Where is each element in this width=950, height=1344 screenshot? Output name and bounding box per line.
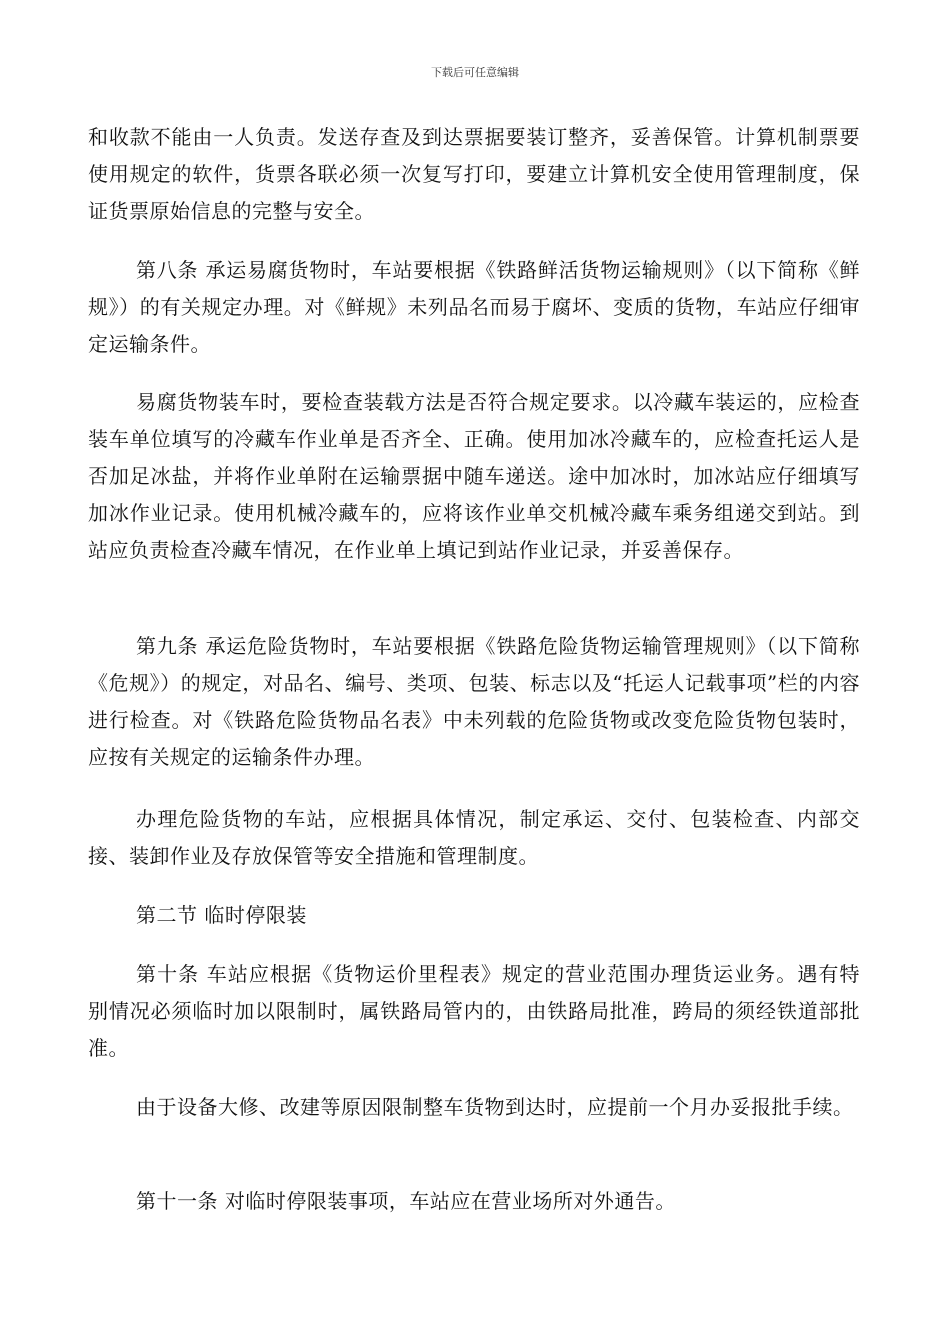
paragraph-continued: 和收款不能由一人负责。发送存查及到达票据要装订整齐，妥善保管。计算机制票要使用规定的软件，货票各联必须一次复写打印，要建立计算机安全使用管理制度，保证货票原始信息的完整与安全。 [88, 125, 860, 223]
paragraph-article-10: 第十条 车站应根据《货物运价里程表》规定的营业范围办理货运业务。遇有特别情况必须临时加以限制时，属铁路局管内的，由铁路局批准，跨局的须经铁道部批准。 [88, 962, 860, 1060]
paragraph-repair-restriction: 由于设备大修、改建等原因限制整车货物到达时，应提前一个月办妥报批手续。 [136, 1095, 854, 1119]
paragraph-perishable-loading: 易腐货物装车时，要检查装载方法是否符合规定要求。以冷藏车装运的，应检查装车单位填写的冷藏车作业单是否齐全、正确。使用加冰冷藏车的，应检查托运人是否加足冰盐，并将作业单附在运输票据中随车递送。途中加冰时，加冰站应仔细填写加冰作业记录。使用机械冷藏车的，应将该作业单交机械冷藏车乘务组递交到站。到站应负责检查冷藏车情况，在作业单上填记到站作业记录，并妥善保存。 [88, 390, 860, 562]
section-heading: 第二节 临时停限装 [136, 903, 307, 927]
page-header-note: 下载后可任意编辑 [431, 66, 519, 79]
paragraph-article-11: 第十一条 对临时停限装事项，车站应在营业场所对外通告。 [136, 1189, 676, 1213]
paragraph-article-9: 第九条 承运危险货物时，车站要根据《铁路危险货物运输管理规则》（以下简称《危规》）的规定，对品名、编号、类项、包装、标志以及“托运人记载事项”栏的内容进行检查。对《铁路危险货物品名表》中未列载的危险货物或改变危险货物包装时，应按有关规定的运输条件办理。 [88, 634, 860, 769]
paragraph-dangerous-goods-stations: 办理危险货物的车站，应根据具体情况，制定承运、交付、包装检查、内部交接、装卸作业及存放保管等安全措施和管理制度。 [88, 807, 860, 868]
paragraph-article-8: 第八条 承运易腐货物时，车站要根据《铁路鲜活货物运输规则》（以下简称《鲜规》）的有关规定办理。对《鲜规》未列品名而易于腐坏、变质的货物，车站应仔细审定运输条件。 [88, 258, 860, 356]
